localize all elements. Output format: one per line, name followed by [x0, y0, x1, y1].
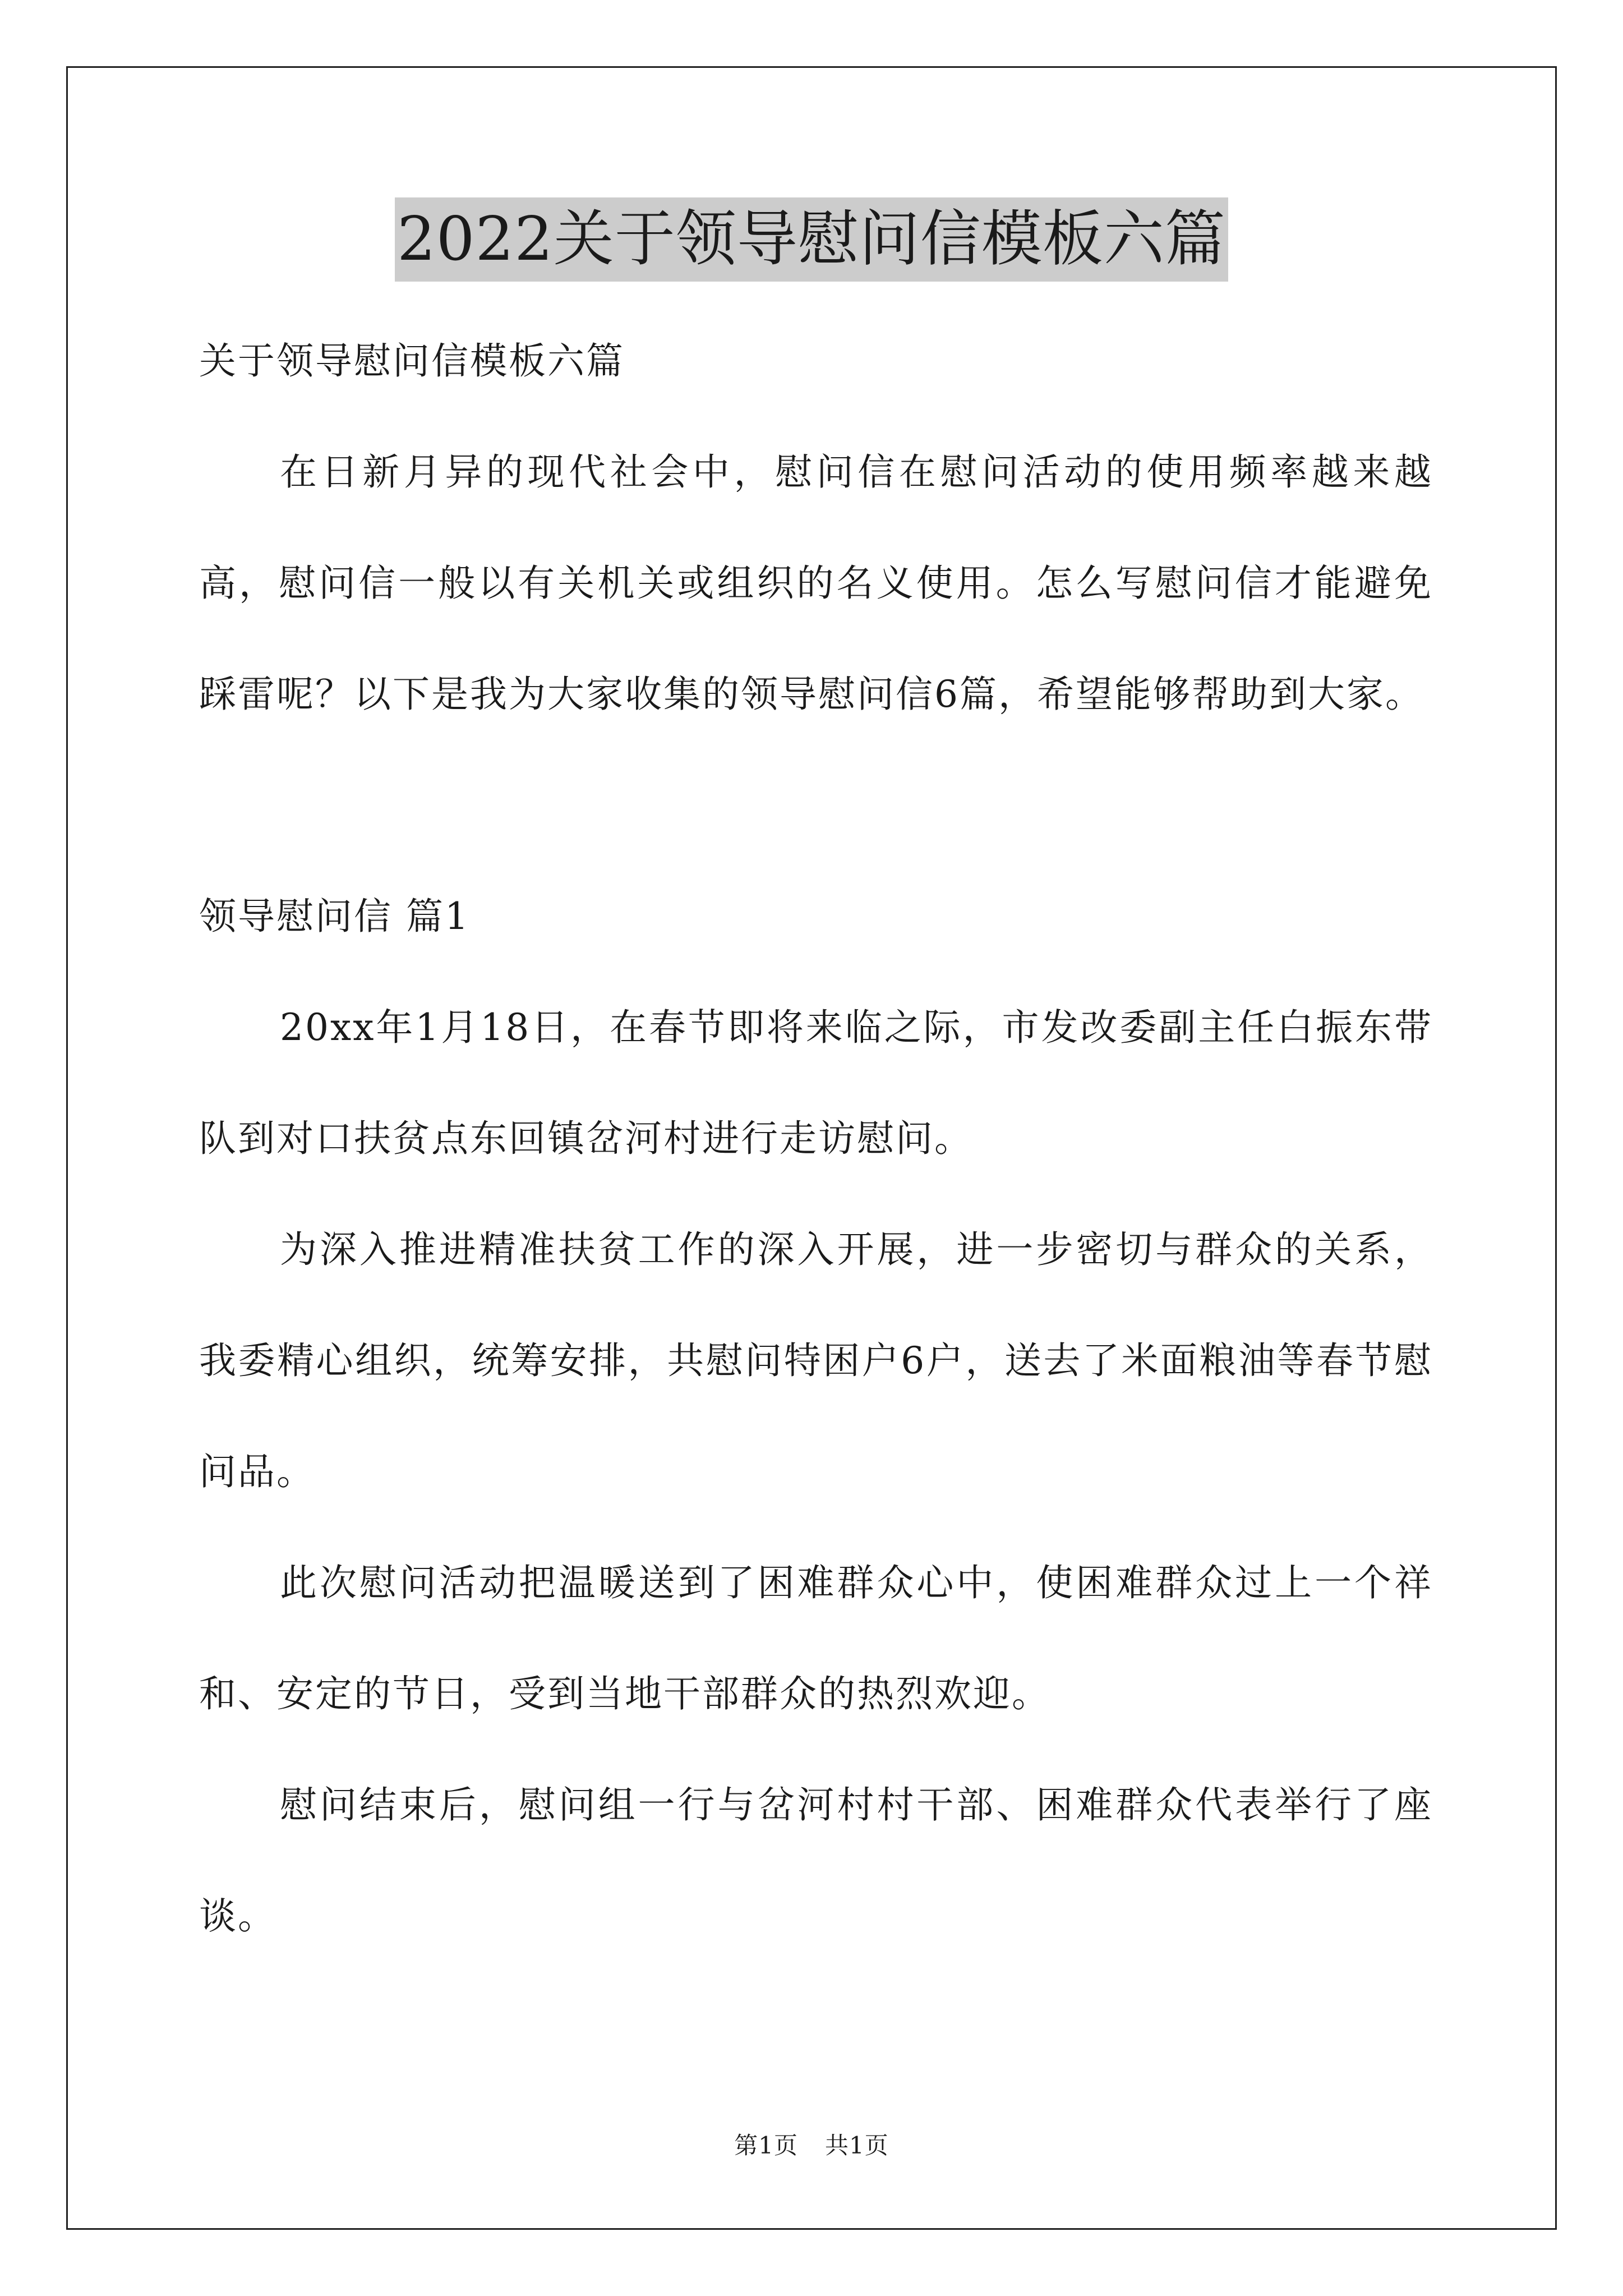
title-container	[0, 197, 1623, 282]
page-footer	[0, 2129, 1623, 2162]
body-paragraph-4: 慰问结束后，慰问组一行与岔河村村干部、困难群众代表举行了座谈。	[199, 1783, 1433, 1938]
paragraph-spacer	[199, 750, 1433, 861]
document-subtitle: 关于领导慰问信模板六篇	[199, 339, 625, 383]
body-paragraph-2: 为深入推进精准扶贫工作的深入开展，进一步密切与群众的关系，我委精心组织，统筹安排，共慰问特困户6户，送去了米面粮油等春节慰问品。	[199, 1228, 1433, 1493]
intro-paragraph: 在日新月异的现代社会中，慰问信在慰问活动的使用频率越来越高，慰问信一般以有关机关或组织的名义使用。怎么写慰问信才能避免踩雷呢？以下是我为大家收集的领导慰问信6篇，希望能够帮助到大家。	[199, 450, 1433, 716]
document-title: 2022关于领导慰问信模板六篇	[395, 197, 1228, 282]
page-number-current: 第1页	[734, 2132, 798, 2159]
body-paragraph-3: 此次慰问活动把温暖送到了困难群众心中，使困难群众过上一个祥和、安定的节日，受到当地干部群众的热烈欢迎。	[199, 1561, 1433, 1715]
page-number-total: 共1页	[825, 2132, 889, 2159]
section-heading: 领导慰问信 篇1	[199, 895, 470, 938]
document-body	[199, 306, 1433, 1972]
body-paragraph-1: 20xx年1月18日，在春节即将来临之际，市发改委副主任白振东带队到对口扶贫点东回镇岔河村进行走访慰问。	[199, 1006, 1433, 1160]
